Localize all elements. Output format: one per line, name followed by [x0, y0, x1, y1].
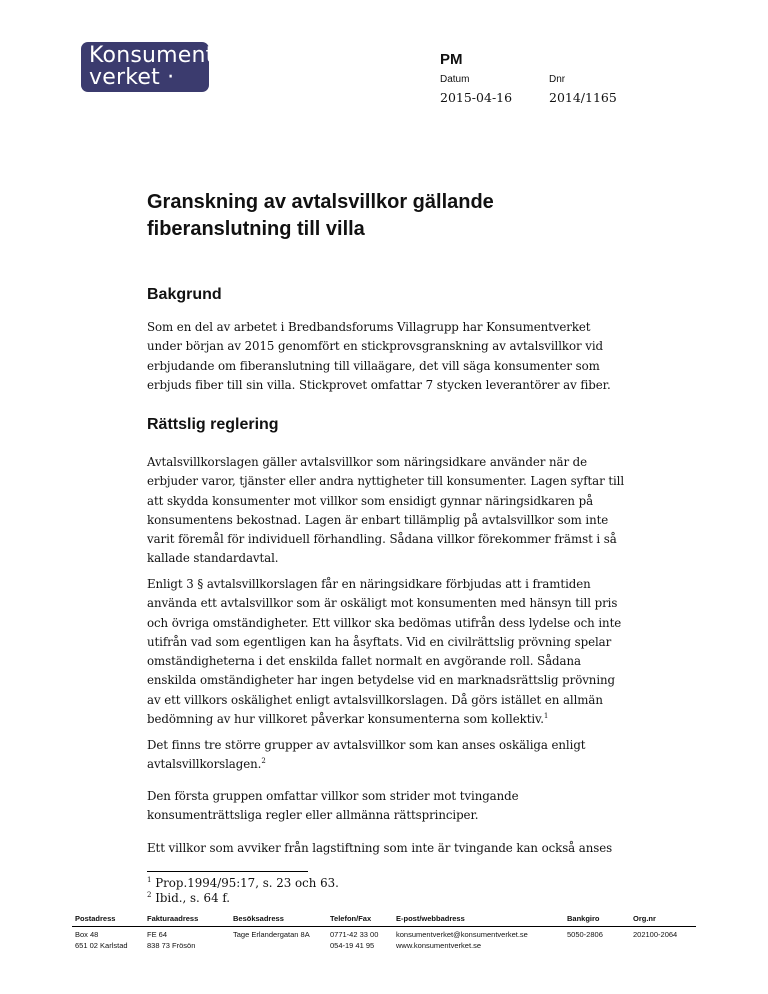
dnr-label: Dnr — [549, 74, 566, 85]
footer-value-telefon-fax — [330, 929, 378, 951]
heading-rattslig-reglering: Rättslig reglering — [147, 416, 279, 433]
footnote-2 — [147, 891, 230, 905]
footer-line: 054-19 41 95 — [330, 941, 375, 950]
footnote-1-number: 1 — [147, 876, 152, 884]
footnote-ref-1: 1 — [543, 712, 549, 721]
logo-line-1: Konsument — [89, 43, 215, 68]
footer-value-bankgiro — [567, 929, 603, 940]
footer-value-orgnr — [633, 929, 677, 940]
dnr-value: 2014/1165 — [549, 90, 617, 105]
page-title: Granskning av avtalsvillkor gällande fiberanslutning till villa — [147, 191, 494, 240]
footer-value-fakturaadress — [147, 929, 195, 951]
footer-line: 0771-42 33 00 — [330, 930, 379, 939]
paragraph-rattslig-4: Den första gruppen omfattar villkor som strider mot tvingande konsumenträttsliga regler eller allmänna rättsprinciper. — [147, 789, 519, 823]
footer-line: Tage Erlandergatan 8A — [233, 930, 310, 939]
footnote-2-text: Ibid., s. 64 f. — [155, 891, 231, 905]
paragraph-rattslig-1: Avtalsvillkorslagen gäller avtalsvillkor som näringsidkare använder när de erbjuder varor, tjänster eller andra nyttigheter till konsumenter. Lagen syftar till att skydda konsumenter mot villkor som ensidigt gynnar näringsidkaren på konsumentens bekostnad. Lagen är enbart tillämplig på avtalsvillkor som inte varit föremål för individuell förhandling. Sådana villkor förekommer främst i så kallade standardavtal. — [147, 455, 625, 566]
paragraph-bakgrund: Som en del av arbetet i Bredbandsforums Villagrupp har Konsumentverket under början av 2015 genomfört en stickprovsgranskning av avtalsvillkor vid erbjudande om fiberanslutning till villaägare, det vill säga konsumenter som erbjuds fiber till sin villa. Stickprovet omfattar 7 stycken leverantörer av fiber. — [147, 320, 611, 392]
heading-bakgrund: Bakgrund — [147, 286, 222, 303]
footnote-2-number: 2 — [147, 891, 152, 899]
paragraph-rattslig-2-text: Enligt 3 § avtalsvillkorslagen får en näringsidkare förbjudas att i framtiden använda ett avtalsvillkor som är oskäligt mot konsumenten med hänsyn till pris och övriga omständigheter. Ett villkor ska bedömas utifrån dess lydelse och inte utifrån vad som egentligen kan ha åsyftats. Vid en civilrättslig prövning spelar omständigheterna i det enskilda fallet normalt en avgörande roll. Sådana enskilda omständigheter har ingen betydelse vid en marknadsrättslig prövning av ett villkors oskälighet enligt avtalsvillkorslagen. Då görs istället en allmän bedömning av hur villkoret påverkar konsumenterna som kollektiv. — [147, 577, 622, 727]
footnote-ref-2: 2 — [261, 757, 266, 766]
footer-line: 838 73 Frösön — [147, 941, 196, 950]
paragraph-rattslig-3 — [147, 736, 627, 775]
footnote-1-text: Prop.1994/95:17, s. 23 och 63. — [155, 876, 339, 890]
paragraph-rattslig-2 — [147, 575, 627, 729]
footer-heading-telefon-fax: Telefon/Fax — [330, 914, 372, 923]
footer-web-link[interactable]: www.konsumentverket.se — [396, 941, 482, 950]
footnote-1 — [147, 876, 339, 890]
konsumentverket-logo — [81, 42, 215, 115]
footer-value-epost — [396, 929, 528, 951]
footer-heading-fakturaadress: Fakturaadress — [147, 914, 199, 923]
document-type: PM — [440, 51, 463, 68]
paragraph-rattslig-3-text: Det finns tre större grupper av avtalsvillkor som kan anses oskäliga enligt avtalsvillkorslagen. — [147, 738, 586, 772]
footer-heading-postadress: Postadress — [75, 914, 116, 923]
footer-value-besoksadress — [233, 929, 310, 940]
footer-line: 5050-2806 — [567, 930, 603, 939]
footer-value-postadress — [75, 929, 128, 951]
footer-divider — [72, 926, 696, 927]
datum-value: 2015-04-16 — [440, 90, 513, 105]
footer-line: FE 64 — [147, 930, 168, 939]
footer-email-link[interactable]: konsumentverket@konsumentverket.se — [396, 930, 528, 939]
paragraph-rattslig-5: Ett villkor som avviker från lagstiftning som inte är tvingande kan också anses — [147, 841, 613, 855]
footer-line: 202100-2064 — [633, 930, 678, 939]
footer-heading-orgnr: Org.nr — [633, 914, 656, 923]
logo-line-2: verket · KO — [89, 65, 175, 115]
footnote-divider — [147, 871, 308, 872]
footer-heading-besoksadress: Besöksadress — [233, 914, 284, 923]
footer-line: 651 02 Karlstad — [75, 941, 128, 950]
footer-line: Box 48 — [75, 930, 99, 939]
datum-label: Datum — [440, 74, 470, 85]
footer-heading-bankgiro: Bankgiro — [567, 914, 600, 923]
footer-heading-epost: E-post/webbadress — [396, 914, 465, 923]
